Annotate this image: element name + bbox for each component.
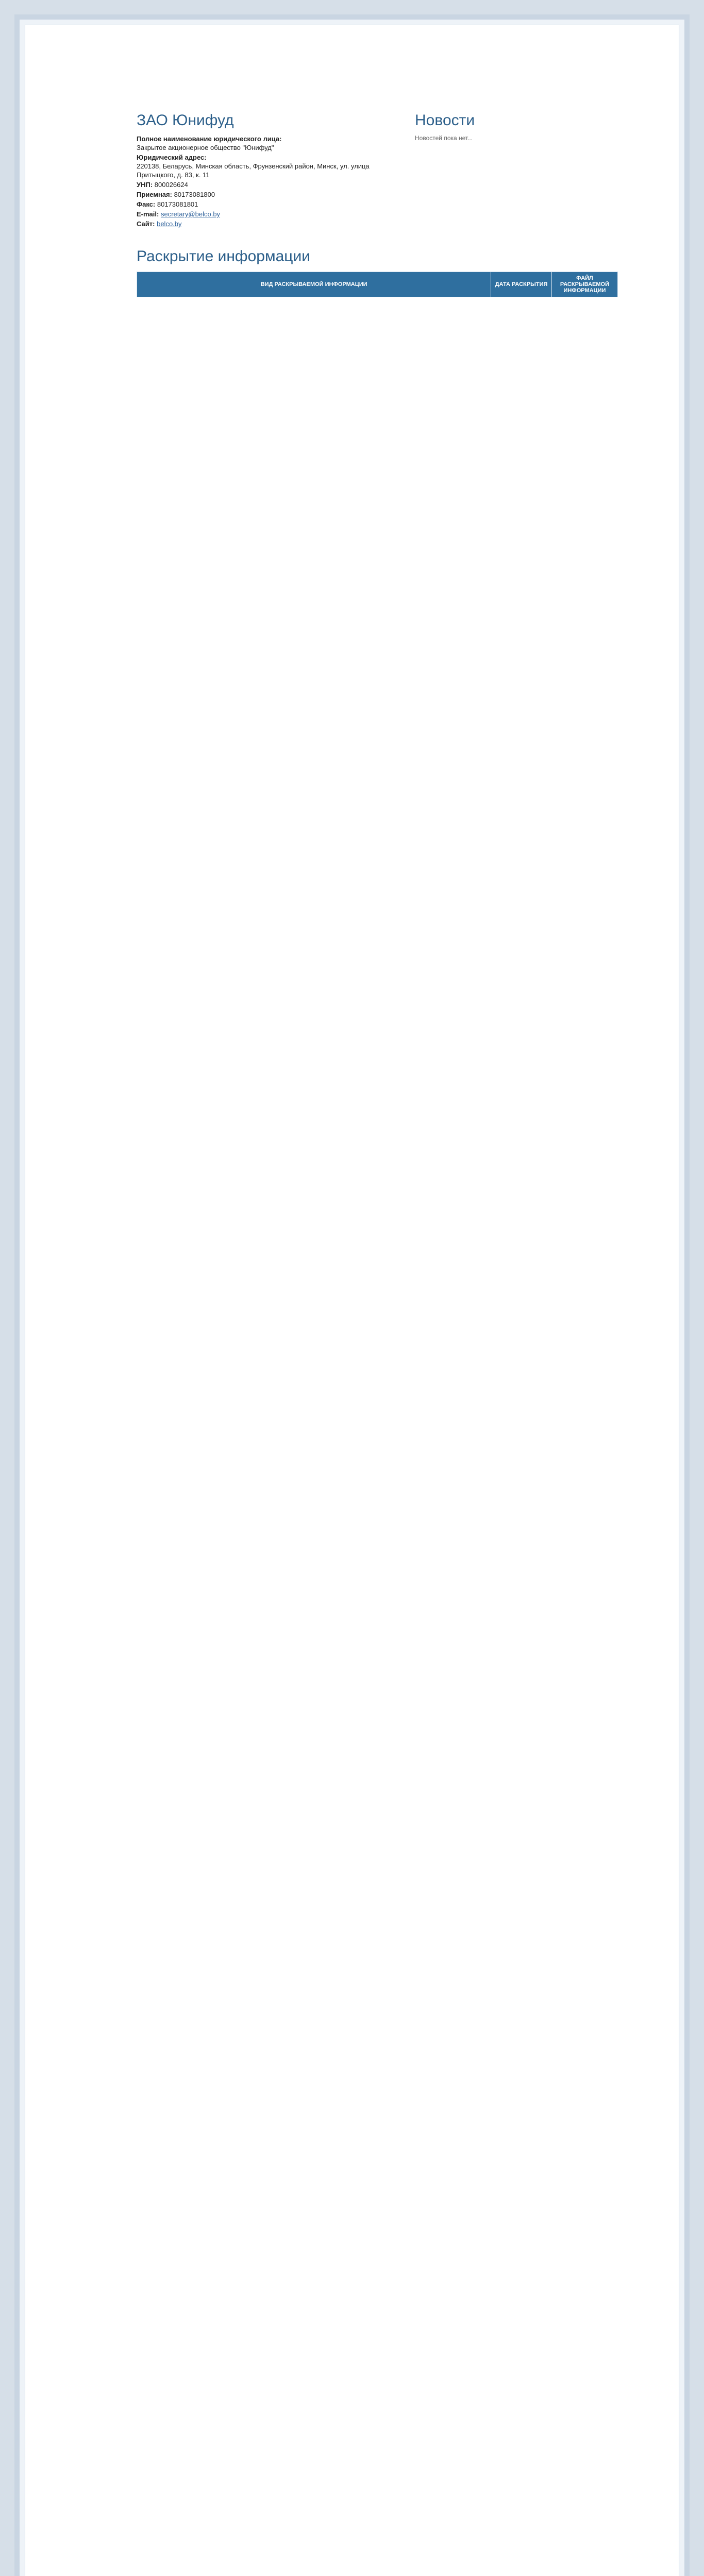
news-empty-text: Новостей пока нет... xyxy=(415,134,473,142)
unp-label: УНП: xyxy=(137,181,153,189)
company-title: ЗАО Юнифуд xyxy=(137,112,234,129)
disclosure-table-head xyxy=(137,272,618,297)
content xyxy=(137,112,618,297)
reception-label: Приемная: xyxy=(137,191,172,198)
news-block xyxy=(415,112,618,229)
site-label: Сайт: xyxy=(137,220,155,228)
header-type: ВИД РАСКРЫВАЕМОЙ ИНФОРМАЦИИ xyxy=(137,272,491,297)
company-site xyxy=(137,219,394,228)
fax-value: 80173081801 xyxy=(157,200,198,208)
site-link[interactable]: belco.by xyxy=(157,220,182,228)
header-date: ДАТА РАСКРЫТИЯ xyxy=(491,272,552,297)
fax-label: Факс: xyxy=(137,200,156,208)
disclosure-title: Раскрытие информации xyxy=(137,248,310,265)
company-full-name xyxy=(137,134,394,152)
company-unp xyxy=(137,180,394,189)
header-file: ФАЙЛ РАСКРЫВАЕМОЙ ИНФОРМАЦИИ xyxy=(551,272,617,297)
news-title: Новости xyxy=(415,112,475,129)
email-label: E-mail: xyxy=(137,210,159,218)
email-link[interactable]: secretary@belco.by xyxy=(160,210,221,218)
company-fax xyxy=(137,200,394,209)
full-name-label: Полное наименование юридического лица: xyxy=(137,135,282,143)
top-section xyxy=(137,112,618,229)
disclosure-table xyxy=(137,272,618,297)
company-email xyxy=(137,210,394,218)
page-container xyxy=(25,25,679,2576)
legal-address-label: Юридический адрес: xyxy=(137,154,207,161)
company-block xyxy=(137,112,394,229)
disclosure-table-header-row xyxy=(137,272,618,297)
reception-value: 80173081800 xyxy=(174,191,215,198)
unp-value: 800026624 xyxy=(154,181,188,189)
company-reception xyxy=(137,190,394,199)
legal-address-value: 220138, Беларусь, Минская область, Фрунзенский район, Минск, ул. улица Притыцкого, д. 83, к. 11 xyxy=(137,162,370,179)
full-name-value: Закрытое акционерное общество "Юнифуд" xyxy=(137,144,274,151)
company-legal-address xyxy=(137,153,394,179)
